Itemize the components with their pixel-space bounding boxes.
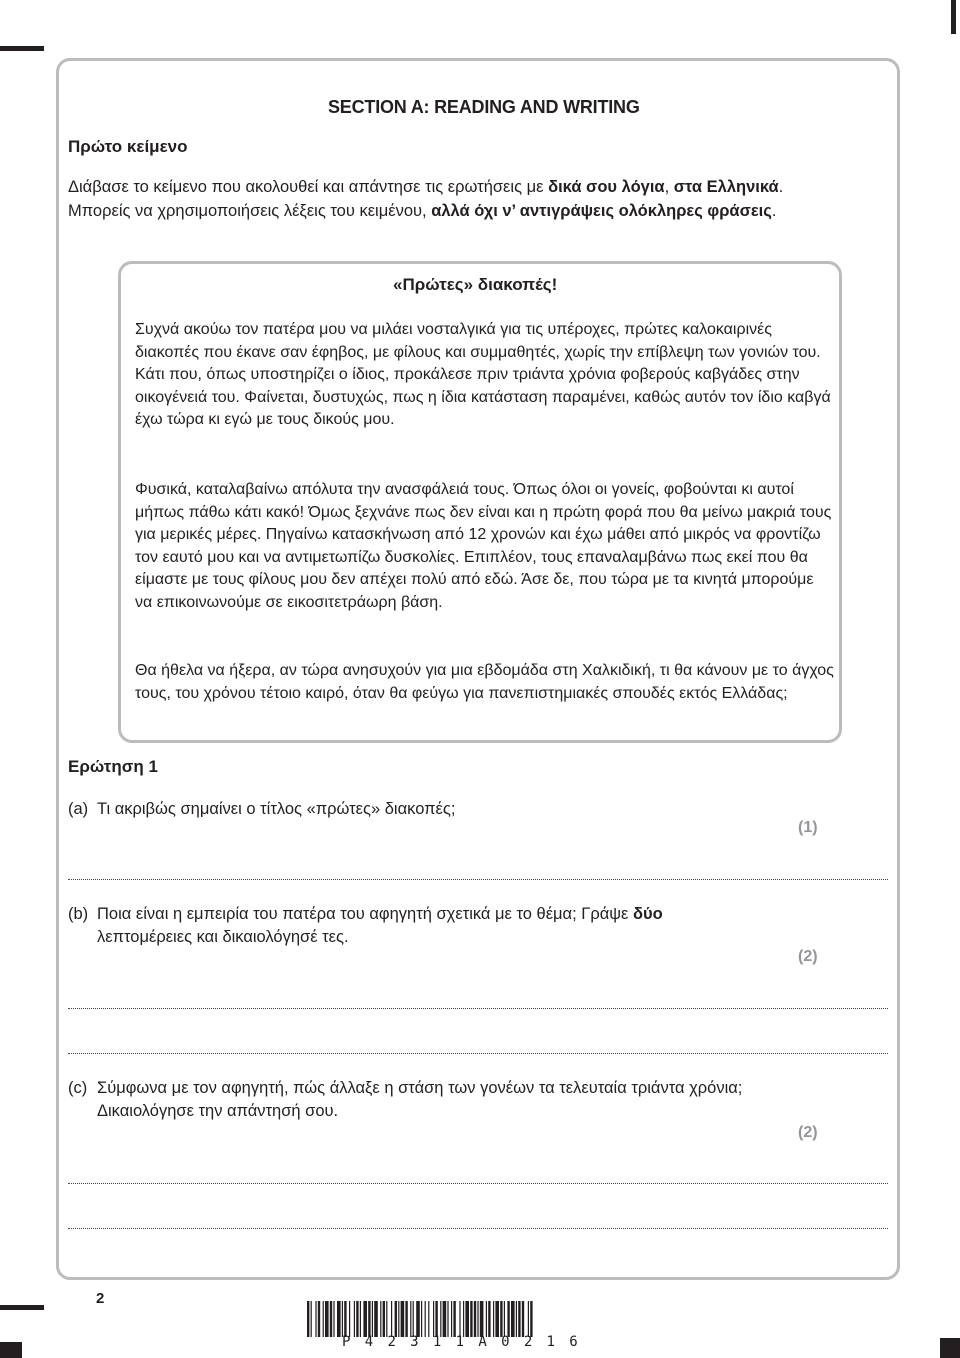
barcode-bar [421, 1301, 422, 1337]
passage-title: «Πρώτες» διακοπές! [393, 275, 558, 294]
barcode-bar [360, 1301, 361, 1337]
barcode-bar [318, 1301, 320, 1337]
barcode-bar [333, 1301, 334, 1337]
barcode-bar [493, 1301, 494, 1337]
barcode-bar [405, 1301, 407, 1337]
barcode-bar [325, 1301, 329, 1337]
answer-line[interactable] [68, 1008, 888, 1009]
question-text: Ποια είναι η εμπειρία του πατέρα του αφηγητή σχετικά με το θέμα; Γράψε δύο λεπτομέρειες και δικαιολόγησέ τες. [97, 905, 663, 946]
barcode-bar [356, 1301, 358, 1337]
barcode-bar [522, 1301, 524, 1337]
barcode-bar [354, 1301, 355, 1337]
barcode-bar [307, 1301, 309, 1337]
barcode-bar [463, 1301, 464, 1337]
barcode-bar [453, 1301, 455, 1337]
barcode-bar [315, 1301, 316, 1337]
question-text: Τι ακριβώς σημαίνει ο τίτλος «πρώτες» διακοπές; [97, 800, 456, 818]
barcode-bar [391, 1301, 392, 1337]
question-label: (b) [68, 905, 89, 923]
barcode-bar [372, 1301, 373, 1337]
margin-mark [951, 0, 956, 34]
margin-mark [940, 1338, 960, 1358]
barcode-bar [428, 1301, 429, 1337]
barcode-bar [507, 1301, 509, 1337]
barcode-bar [433, 1301, 434, 1337]
margin-mark [0, 1342, 22, 1358]
barcode-bar [518, 1301, 520, 1337]
barcode-bar [344, 1301, 346, 1337]
barcode-bar [495, 1301, 499, 1337]
barcode-bar [470, 1301, 472, 1337]
barcode-bar [474, 1301, 476, 1337]
barcode-bar [386, 1301, 387, 1337]
barcode-bar [504, 1301, 505, 1337]
barcode-bar [383, 1301, 385, 1337]
barcode-bar [410, 1301, 411, 1337]
barcode-bar [323, 1301, 324, 1337]
passage-paragraph: Συχνά ακούω τον πατέρα μου να μιλάει νοσταλγικά για τις υπέροχες, πρώτες καλοκαιρινές διακοπές που έκανε σαν έφηβος, με φίλους και συμμαθητές, χωρίς την επίβλεψη των γονιών του. Κάτι που, όπως υποστηρίζει ο ίδιος, προκάλεσε πριν τριάντα χρόνια φοβερούς καβγάδες στην οικογένειά του. Φαίνεται, δυστυχώς, πως η ίδια κατάσταση παραμένει, καθώς αυτόν τον ίδιο καβγά έχω τώρα κι εγώ με τους δικούς μου. [135, 321, 831, 429]
barcode-bar [311, 1301, 312, 1337]
passage-paragraph: Φυσικά, καταλαβαίνω απόλυτα την ανασφάλειά τους. Όπως όλοι οι γονείς, φοβούνται κι αυτοί μήπως πάθω κάτι κακό! Όμως ξεχνάνε πως δεν είναι και η πρώτη φορά που θα μείνω μακριά τους για μερικές μέρες. Πηγαίνω κατασκήνωση από 12 χρονών και έχω μάθει από μικρός να φροντίζω τον εαυτό μου και να αντιμετωπίζω δυσκολίες. Επιπλέον, τους επαναλαμβάνω πως εκεί που θα είμαστε με τους φίλους μου δεν απέχει πολύ από εδώ. Άσε δε, που τώρα με τα κινητά μπορούμε να επικοινωνούμε σε εικοσιτετράωρη βάση. [135, 481, 832, 611]
barcode-bar [349, 1301, 350, 1337]
margin-mark [0, 46, 44, 51]
question-label: (a) [68, 800, 89, 818]
barcode-bar [528, 1301, 529, 1337]
barcode-bar [337, 1301, 341, 1337]
passage-paragraph: Θα ήθελα να ήξερα, αν τώρα ανησυχούν για μια εβδομάδα στη Χαλκιδική, τι θα κάνουν με το άγχος τους, του χρόνου τέτοιο καιρό, όταν θα φεύγω για πανεπιστημιακές σπουδές εκτός Ελλάδας; [135, 662, 834, 702]
barcode-bar [368, 1301, 370, 1337]
barcode-bar [413, 1301, 414, 1337]
barcode-bar [451, 1301, 452, 1337]
barcode-bar [447, 1301, 448, 1337]
barcode-bar [443, 1301, 447, 1337]
margin-mark [0, 1305, 44, 1310]
barcode [307, 1301, 655, 1337]
answer-line[interactable] [68, 879, 888, 880]
marks-label: (2) [798, 948, 818, 965]
barcode-bar [440, 1301, 441, 1337]
barcode-bar [398, 1301, 399, 1337]
barcode-bar [516, 1301, 517, 1337]
question-text: Σύμφωνα με τον αφηγητή, πώς άλλαξε η στάση των γονέων τα τελευταία τριάντα χρόνια; Δικαιολόγησε την απάντησή σου. [97, 1079, 743, 1120]
answer-line[interactable] [68, 1053, 888, 1054]
barcode-bar [477, 1301, 478, 1337]
question-heading: Ερώτηση 1 [68, 757, 158, 776]
barcode-bar [330, 1301, 332, 1337]
barcode-text: P42311A0216 [342, 1334, 593, 1350]
barcode-bar [363, 1301, 367, 1337]
barcode-bar [374, 1301, 378, 1337]
barcode-bar [459, 1301, 460, 1337]
barcode-bar [425, 1301, 426, 1337]
answer-line[interactable] [68, 1183, 888, 1184]
page-number: 2 [96, 1290, 105, 1307]
barcode-bar [488, 1301, 490, 1337]
marks-label: (2) [798, 1124, 818, 1141]
barcode-bar [416, 1301, 420, 1337]
question-label: (c) [68, 1079, 88, 1097]
barcode-bar [530, 1301, 532, 1337]
marks-label: (1) [798, 819, 818, 836]
barcode-bar [511, 1301, 515, 1337]
barcode-bar [401, 1301, 405, 1337]
section-title: SECTION A: READING AND WRITING [328, 97, 640, 117]
barcode-bar [500, 1301, 502, 1337]
barcode-bar [435, 1301, 437, 1337]
instructions: Διάβασε το κείμενο που ακολουθεί και απάντησε τις ερωτήσεις με δικά σου λόγια, στα Ελληνικά. Μπορείς να χρησιμοποιήσεις λέξεις του κειμένου, αλλά όχι ν’ αντιγράψεις ολόκληρες φράσεις. [68, 178, 784, 220]
answer-line[interactable] [68, 1228, 888, 1229]
barcode-bar [395, 1301, 397, 1337]
text-title: Πρώτο κείμενο [68, 137, 188, 156]
barcode-bar [380, 1301, 381, 1337]
barcode-bar [480, 1301, 484, 1337]
barcode-bar [486, 1301, 487, 1337]
barcode-bar [342, 1301, 343, 1337]
barcode-bar [465, 1301, 469, 1337]
